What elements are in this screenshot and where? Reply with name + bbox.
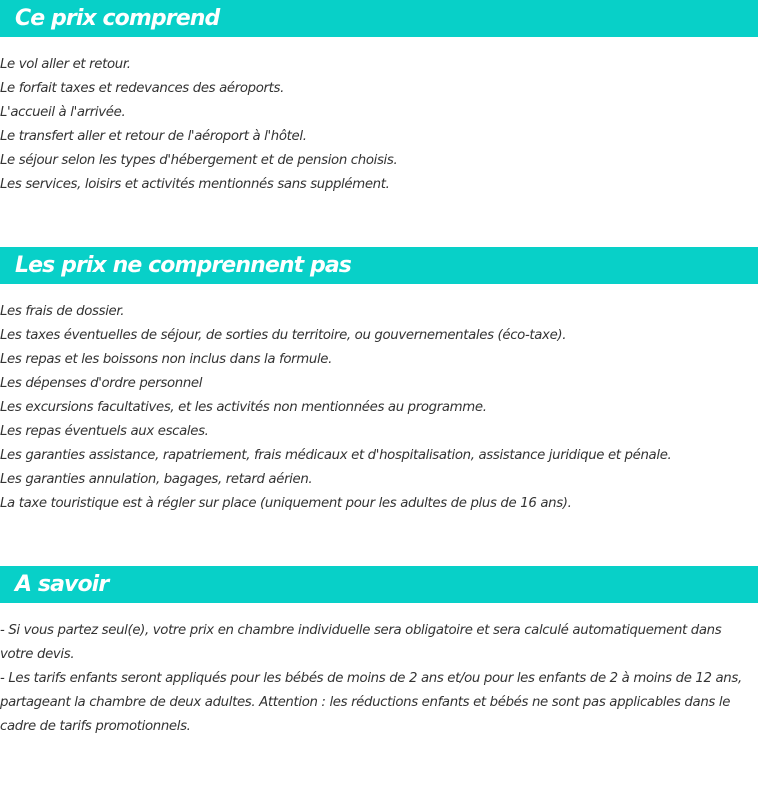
not-included-item: Les garanties assistance, rapatriement, frais médicaux et d'hospitalisation, assistance juridique et pénale. (0, 448, 672, 463)
not-included-item: Les repas et les boissons non inclus dans la formule. (0, 352, 333, 367)
not-included-item: La taxe touristique est à régler sur place (uniquement pour les adultes de plus de 16 ans). (0, 496, 572, 511)
included-item: Le vol aller et retour. (0, 57, 131, 72)
included-item: Les services, loisirs et activités mentionnés sans supplément. (0, 177, 390, 192)
included-item: Le forfait taxes et redevances des aéroports. (0, 81, 284, 96)
section-header-not-included (0, 247, 758, 284)
not-included-item: Les garanties annulation, bagages, retard aérien. (0, 472, 313, 487)
not-included-item: Les repas éventuels aux escales. (0, 424, 209, 439)
section-title: A savoir (15, 572, 109, 597)
section-title: Les prix ne comprennent pas (15, 253, 351, 278)
not-included-item: Les excursions facultatives, et les activités non mentionnées au programme. (0, 400, 487, 415)
not-included-list (0, 300, 758, 516)
section-header-good-to-know (0, 566, 758, 603)
not-included-item: Les dépenses d'ordre personnel (0, 376, 203, 391)
included-item: Le séjour selon les types d'hébergement et de pension choisis. (0, 153, 398, 168)
not-included-item: Les frais de dossier. (0, 304, 125, 319)
not-included-item: Les taxes éventuelles de séjour, de sorties du territoire, ou gouvernementales (éco-taxe). (0, 328, 567, 343)
good-to-know-paragraph: - Les tarifs enfants seront appliqués pour les bébés de moins de 2 ans et/ou pour les enfants de 2 à moins de 12 ans, partageant la chambre de deux adultes. Attention : les réductions enfants et bébés ne sont pas applicables dans le cadre de tarifs promotionnels. (0, 671, 742, 734)
included-item: L'accueil à l'arrivée. (0, 105, 126, 120)
good-to-know-paragraph: - Si vous partez seul(e), votre prix en chambre individuelle sera obligatoire et sera calculé automatiquement dans votre devis. (0, 623, 722, 662)
included-list (0, 53, 758, 197)
section-title: Ce prix comprend (15, 6, 220, 31)
included-item: Le transfert aller et retour de l'aéroport à l'hôtel. (0, 129, 307, 144)
section-header-included (0, 0, 758, 37)
